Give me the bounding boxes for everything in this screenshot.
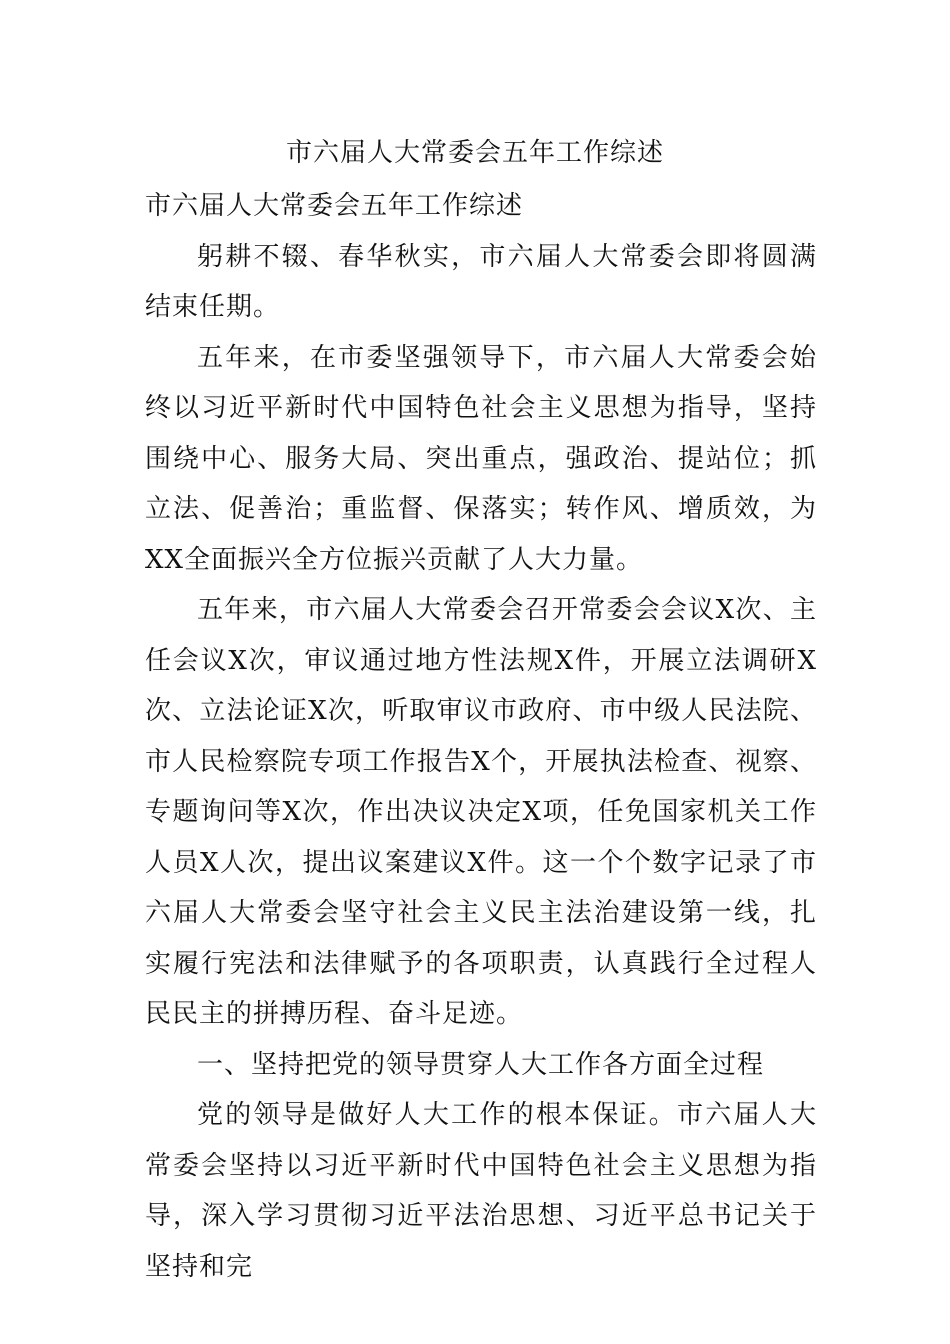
document-subtitle: 市六届人大常委会五年工作综述 bbox=[145, 191, 524, 221]
document-title: 市六届人大常委会五年工作综述 bbox=[285, 138, 664, 168]
document-body bbox=[145, 181, 817, 1292]
paragraph-statistics: 五年来，市六届人大常委会召开常委会会议X次、主任会议X次，审议通过地方性法规X件，开展立法调研X次、立法论证X次，听取审议市政府、市中级人民法院、市人民检察院专项工作报告X个，开展执法检查、视察、专题询问等X次，作出决议决定X项，任免国家机关工作人员X人次，提出议案建议X件。这一个个数字记录了市六届人大常委会坚守社会主义民主法治建设第一线，扎实履行宪法和法律赋予的各项职责，认真践行全过程人民民主的拼搏历程、奋斗足迹。 bbox=[145, 595, 817, 1029]
paragraph-section-1: 党的领导是做好人大工作的根本保证。市六届人大常委会坚持以习近平新时代中国特色社会主义思想为指导，深入学习贯彻习近平法治思想、习近平总书记关于坚持和完 bbox=[145, 1100, 817, 1282]
paragraph-overview: 五年来，在市委坚强领导下，市六届人大常委会始终以习近平新时代中国特色社会主义思想为指导，坚持围绕中心、服务大局、突出重点，强政治、提站位；抓立法、促善治；重监督、保落实；转作风、增质效，为XX全面振兴全方位振兴贡献了人大力量。 bbox=[145, 342, 817, 575]
paragraph-intro: 躬耕不辍、春华秋实，市六届人大常委会即将圆满结束任期。 bbox=[145, 241, 817, 322]
section-heading-1: 一、坚持把党的领导贯穿人大工作各方面全过程 bbox=[197, 1049, 765, 1080]
